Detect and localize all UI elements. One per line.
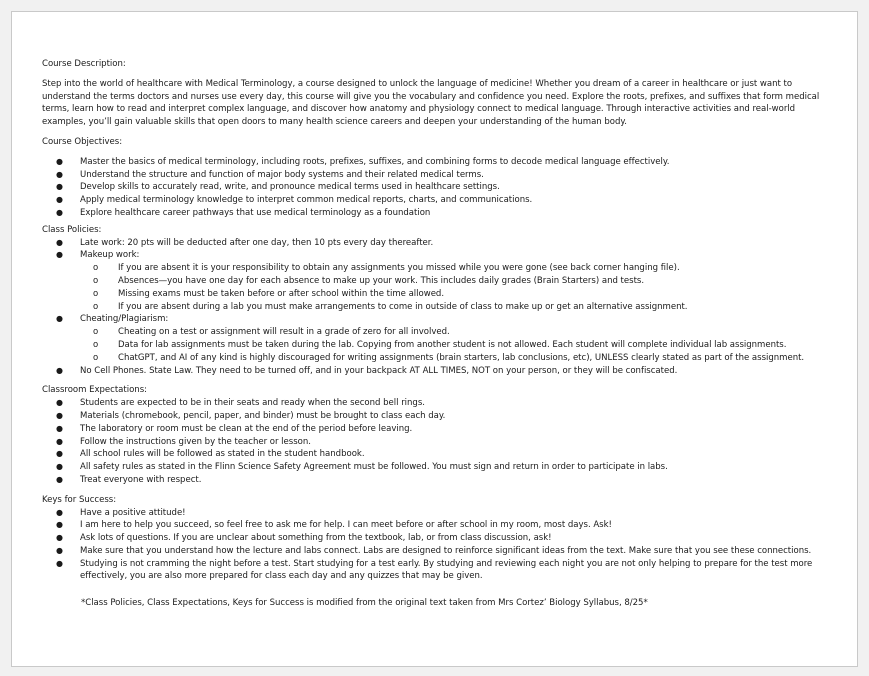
bullet-icon: ● <box>56 423 63 433</box>
sub-list-item: o Absences—you have one day for each absence to make up your work. This includes daily grades (Brain Starters) and tests. <box>93 275 645 286</box>
list-item: ● Understand the structure and function of major body systems and their related medical terms. <box>56 169 484 180</box>
bullet-icon: ● <box>56 558 63 568</box>
keys-for-success-heading: Keys for Success: <box>42 494 117 505</box>
bullet-icon: ● <box>56 410 63 420</box>
bullet-icon: ● <box>56 520 63 530</box>
list-item: ● Treat everyone with respect. <box>56 474 202 485</box>
list-item: ● Have a positive attitude! <box>56 507 186 518</box>
sub-bullet-icon: o <box>93 288 99 299</box>
list-item: ● The laboratory or room must be clean at the end of the period before leaving. <box>56 423 413 434</box>
footnote: *Class Policies, Class Expectations, Keys for Success is modified from the original text taken from Mrs Cortez’ Biology Syllabus, 8/25* <box>81 598 648 609</box>
bullet-icon: ● <box>56 462 63 472</box>
course-objectives-heading: Course Objectives: <box>42 136 123 147</box>
course-description-heading: Course Description: <box>42 59 126 69</box>
list-item: ● Apply medical terminology knowledge to interpret common medical reports, charts, and communications. <box>56 195 533 206</box>
document-content <box>42 58 832 610</box>
sub-list-item: o Data for lab assignments must be taken during the lab. Copying from another student is not allowed. Each student will complete individual lab assignments. <box>93 339 787 350</box>
bullet-icon: ● <box>56 156 63 166</box>
list-item: ● Late work: 20 pts will be deducted after one day, then 10 pts every day thereafter. <box>56 237 434 248</box>
bullet-icon: ● <box>56 250 63 260</box>
list-item: ● Makeup work: <box>56 250 140 261</box>
sub-bullet-icon: o <box>93 275 99 286</box>
bullet-icon: ● <box>56 449 63 459</box>
bullet-icon: ● <box>56 314 63 324</box>
classroom-expectations-heading: Classroom Expectations: <box>42 385 147 396</box>
sub-bullet-icon: o <box>93 301 99 312</box>
bullet-icon: ● <box>56 533 63 543</box>
list-item: ● Master the basics of medical terminology, including roots, prefixes, suffixes, and combining forms to decode medical language effectively. <box>56 156 670 167</box>
bullet-icon: ● <box>56 237 63 247</box>
sub-bullet-icon: o <box>93 327 99 338</box>
course-objectives-list <box>42 156 832 220</box>
sub-list-item: o If you are absent during a lab you must make arrangements to come in outside of class to make up or get an alternative assignment. <box>93 301 688 312</box>
bullet-icon: ● <box>56 207 63 217</box>
bullet-icon: ● <box>56 474 63 484</box>
sub-list-item: o Missing exams must be taken before or after school within the time allowed. <box>93 288 445 299</box>
sub-list-item: o Cheating on a test or assignment will result in a grade of zero for all involved. <box>93 327 450 338</box>
class-policies-list <box>42 237 832 378</box>
list-item: ● Ask lots of questions. If you are unclear about something from the textbook, lab, or from class discussion, ask! <box>56 533 552 544</box>
course-description-text: Step into the world of healthcare with Medical Terminology, a course designed to unlock the language of medicine! Whether you dream of a career in healthcare or just want to understand the terms doctors and nurses use every day, this course will give you the vocabulary and confidence you need. Explore the roots, prefixes, and suffixes that form medical terms, learn how to read and interpret complex language, and discover how anatomy and physiology connect to medical language. Through interactive activities and real-world examples, you’ll gain valuable skills that open doors to many health science careers and deepen your understanding of the human body. <box>42 78 820 128</box>
list-item: ● No Cell Phones. State Law. They need to be turned off, and in your backpack AT ALL TIMES, NOT on your person, or they will be confiscated. <box>56 365 678 376</box>
sub-list-item: o If you are absent it is your responsibility to obtain any assignments you missed while you were gone (see back corner hanging file). <box>93 263 680 274</box>
sub-bullet-icon: o <box>93 352 99 363</box>
classroom-expectations-list <box>42 397 832 487</box>
list-item: ● Materials (chromebook, pencil, paper, and binder) must be brought to class each day. <box>56 410 446 421</box>
bullet-icon: ● <box>56 436 63 446</box>
keys-for-success-list <box>42 507 832 584</box>
class-policies-heading: Class Policies: <box>42 224 102 235</box>
bullet-icon: ● <box>56 169 63 179</box>
bullet-icon: ● <box>56 545 63 555</box>
list-item: ● Cheating/Plagiarism: <box>56 314 169 325</box>
list-item: ● Develop skills to accurately read, write, and pronounce medical terms used in healthcare settings. <box>56 182 500 193</box>
list-item: ● Explore healthcare career pathways that use medical terminology as a foundation <box>56 207 431 218</box>
list-item: ● Make sure that you understand how the lecture and labs connect. Labs are designed to reinforce significant ideas from the text. Make sure that you see these connections. <box>56 545 812 556</box>
list-item: ● Follow the instructions given by the teacher or lesson. <box>56 436 311 447</box>
bullet-icon: ● <box>56 195 63 205</box>
list-item: ● All safety rules as stated in the Flinn Science Safety Agreement must be followed. You must sign and return in order to participate in labs. <box>56 462 668 473</box>
sub-bullet-icon: o <box>93 263 99 274</box>
list-item: ● Studying is not cramming the night before a test. Start studying for a test early. By studying and reviewing each night you are not only helping to prepare for the test more effectively, you are also more prepared for class each day and any quizzes that may be given. <box>56 558 813 582</box>
bullet-icon: ● <box>56 182 63 192</box>
bullet-icon: ● <box>56 365 63 375</box>
document-page <box>11 11 858 667</box>
list-item: ● Students are expected to be in their seats and ready when the second bell rings. <box>56 398 425 409</box>
bullet-icon: ● <box>56 507 63 517</box>
sub-list-item: o ChatGPT, and AI of any kind is highly discouraged for writing assignments (brain starters, lab conclusions, etc), UNLESS clearly stated as part of the assignment. <box>93 352 805 363</box>
list-item: ● All school rules will be followed as stated in the student handbook. <box>56 449 365 460</box>
list-item: ● I am here to help you succeed, so feel free to ask me for help. I can meet before or after school in my room, most days. Ask! <box>56 520 612 531</box>
sub-bullet-icon: o <box>93 339 99 350</box>
bullet-icon: ● <box>56 398 63 408</box>
